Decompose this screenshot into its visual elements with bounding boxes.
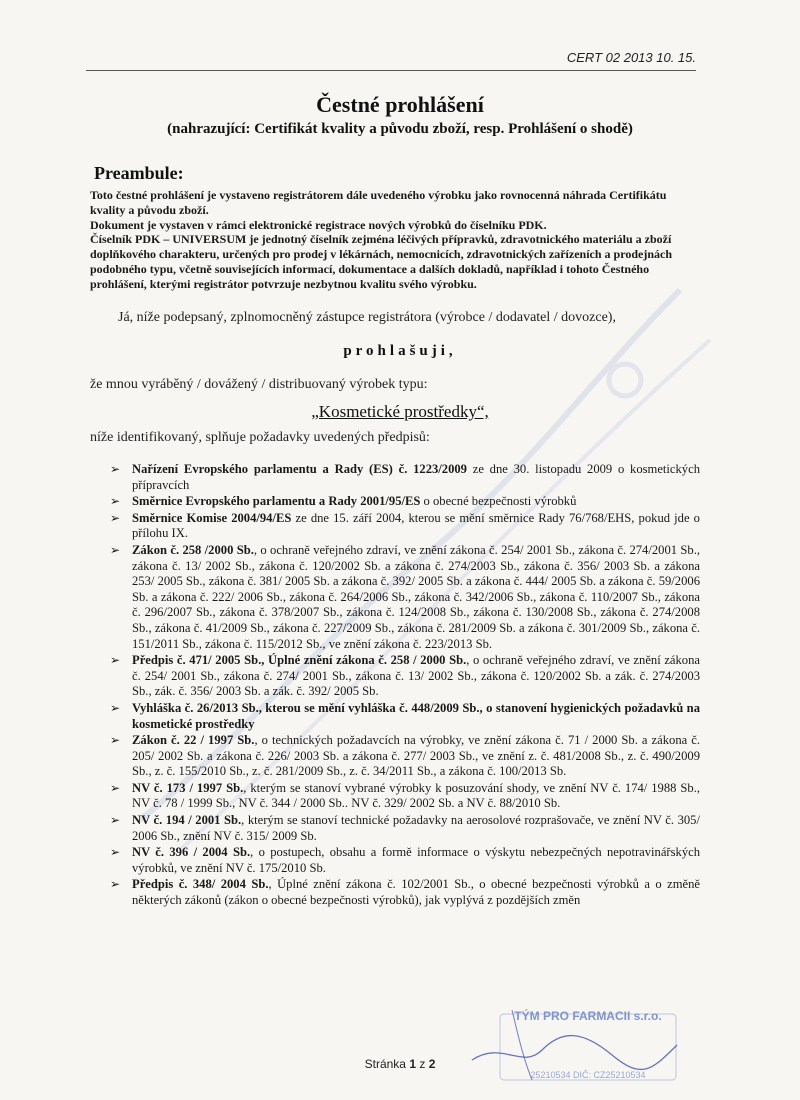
regulation-detail: , o ochraně veřejného zdraví, ve znění zákona č. 254/ 2001 Sb., zákona č. 274/2001 Sb., zákona č. 13/ 2002 Sb., zákona č. 120/2002 Sb. a zákona č. 274/2003 Sb., zákona č. 356/ 2003 Sb. a zákona 253/ 2005 Sb., zákona č. 381/ 2005 Sb. a zákona č. 392/ 2005 Sb. a zákona č. 444/ 2005 Sb. a zákona č. 59/2006 Sb. a zákona č. 222/ 2006 Sb., zákona č. 264/2006 Sb., zákona č. 342/2006 Sb., zákona č. 110/2007 Sb., zákona č. 296/2007 Sb., zákona č. 378/2007 Sb., zákona č. 124/2008 Sb., zákona č. 130/2008 Sb., zákona č. 274/2008 Sb., zákona č. 41/2009 Sb., zákona č. 227/2009 Sb., zákona č. 281/2009 Sb. a zákona č. 301/2009 Sb., zákona č. 151/2011 Sb., zákona č. 115/2012 Sb., ve znění zákona č. 223/2013 Sb. [132,542,700,651]
footer-middle: z [416,1057,429,1071]
regulation-detail: , o postupech, obsahu a formě informace o výskytu nebezpečných nepotravinářských výrobků, ve znění NV č. 175/2010 Sb. [132,845,700,875]
regulation-item [108,511,700,542]
arrow-bullet-icon: ➢ [110,813,121,828]
preamble-heading: Preambule: [94,163,184,183]
regulation-item [108,701,700,732]
regulation-title: Směrnice Evropského parlamentu a Rady 2001/95/ES [132,494,421,509]
regulation-title: Vyhláška č. 26/2013 Sb., kterou se mění vyhláška č. 448/2009 Sb., o stanovení hygienických požadavků na kosmetické prostředky [132,700,700,731]
regulation-title: Nařízení Evropského parlamentu a Rady (ES) č. 1223/2009 [132,462,467,476]
regulation-title: Zákon č. 258 /2000 Sb. [132,542,254,557]
declaration-word: prohlašuji, [343,343,457,359]
footer-page-total: 2 [428,1057,436,1071]
page-footer [0,1057,800,1071]
arrow-bullet-icon: ➢ [110,653,121,668]
arrow-bullet-icon: ➢ [110,780,121,795]
arrow-bullet-icon: ➢ [110,845,121,860]
regulation-item [108,494,700,510]
regulation-detail: , Úplné znění zákona č. 102/2001 Sb., o obecné bezpečnosti výrobků a o změně některých zákonů (zákon o obecné bezpečnosti výrobků), jak vyplývá z pozdějších změn [132,877,700,908]
regulation-item [108,877,700,908]
arrow-bullet-icon: ➢ [110,877,121,892]
regulation-title: Zákon č. 22 / 1997 Sb. [132,733,255,748]
regulation-title: NV č. 173 / 1997 Sb. [132,780,244,795]
header-divider [86,70,696,71]
regulation-title: NV č. 194 / 2001 Sb. [132,813,242,828]
regulation-item [108,733,700,780]
regulation-item [108,781,700,812]
regulation-detail: ze dne 15. září 2004, kterou se mění směrnice Rady 76/768/EHS, pokud jde o přílohu IX. [132,510,700,541]
product-type-line: že mnou vyráběný / dovážený / distribuovaný výrobek typu: [90,377,428,392]
arrow-bullet-icon: ➢ [110,462,121,476]
arrow-bullet-icon: ➢ [110,542,121,557]
arrow-bullet-icon: ➢ [110,733,121,748]
product-name [0,402,800,422]
preamble-paragraph: Dokument je vystaven v rámci elektronické registrace nových výrobků do číselníku PDK. [90,217,547,232]
regulation-detail: o obecné bezpečnosti výrobků [420,494,577,509]
regulation-item [108,462,700,493]
footer-prefix: Stránka [364,1057,410,1071]
regulation-title: NV č. 396 / 2004 Sb. [132,845,251,860]
requirements-line: níže identifikovaný, splňuje požadavky uvedených předpisů: [90,430,430,445]
regulation-title: Směrnice Komise 2004/94/ES [132,510,292,525]
regulation-item [108,653,700,700]
preamble-paragraph: Číselník PDK – UNIVERSUM je jednotný číselník zejména léčivých přípravků, zdravotnického materiálu a zboží doplňkového charakteru, určených pro prodej v lékárnách, nemocnicích, zdravotnických zařízeních a prodejnách podobného typu, včetně souvisejících informací, dokumentace a dalších dokladů, například i tohoto Čestného prohlášení, kterými registrátor potvrzuje nezbytnou kvalitu svého výrobku. [90,232,672,291]
regulation-detail: , kterým se stanoví technické požadavky na aerosolové rozprašovače, ve znění NV č. 305/ 2006 Sb., znění NV č. 315/ 2009 Sb. [132,813,700,843]
preamble-text [90,188,696,292]
regulation-item [108,813,700,844]
certificate-code: CERT 02 2013 10. 15. [566,50,696,65]
product-name-text: „Kosmetické prostředky“, [311,402,489,421]
arrow-bullet-icon: ➢ [110,494,121,509]
regulation-detail: , o ochraně veřejného zdraví, ve znění zákona č. 254/ 2001 Sb., zákona č. 274/ 2001 Sb., zákona č. 13/ 2002 Sb., zákona č. 120/2002 Sb. a zák. č. 274/2003 Sb., zák. č. 356/ 2003 Sb. a zák. č. 392/ 2005 Sb. [132,653,700,699]
regulation-detail: , kterým se stanoví vybrané výrobky k posuzování shody, ve znění NV č. 174/ 1988 Sb., NV č. 78 / 1999 Sb., NV č. 344 / 2000 Sb.. NV č. 329/ 2002 Sb. a NV č. 88/2010 Sb. [132,780,700,811]
stamp-company-name: TÝM PRO FARMACII s.r.o. [514,1009,662,1023]
regulation-title: Předpis č. 348/ 2004 Sb. [132,877,269,892]
regulation-detail: ze dne 30. listopadu 2009 o kosmetických přípravcích [132,462,700,492]
regulation-title: Předpis č. 471/ 2005 Sb., Úplné znění zákona č. 258 / 2000 Sb. [132,653,467,668]
page-subtitle: (nahrazující: Certifikát kvality a původu zboží, resp. Prohlášení o shodě) [167,121,633,137]
regulation-detail: , o technických požadavcích na výrobky, ve znění zákona č. 71 / 2000 Sb. a zákona č. 205/ 2002 Sb. a zákona č. 226/ 2003 Sb. a zákona č. 277/ 2003 Sb., ve znění z. č. 481/2008 Sb., z. č. 490/2009 Sb., z. č. 155/2010 Sb., z. č. 281/2009 Sb., z. č. 34/2011 Sb., a zákona č. 100/2013 Sb. [132,733,701,779]
preamble-paragraph: Toto čestné prohlášení je vystaveno registrátorem dále uvedeného výrobku jako rovnocenná náhrada Certifikátu kvality a původu zboží. [90,188,667,217]
arrow-bullet-icon: ➢ [110,510,121,525]
stamp-ids: 25210534 DIČ: CZ25210534 [530,1070,646,1080]
regulation-item [108,543,700,652]
regulations-list [108,462,700,910]
footer-page-number: 1 [409,1057,417,1071]
declarant-intro: Já, níže podepsaný, zplnomocněný zástupce registrátora (výrobce / dodavatel / dovozce), [118,310,616,325]
arrow-bullet-icon: ➢ [110,700,121,715]
company-stamp [462,1000,692,1088]
page-title: Čestné prohlášení [316,92,484,117]
regulation-item [108,845,700,876]
